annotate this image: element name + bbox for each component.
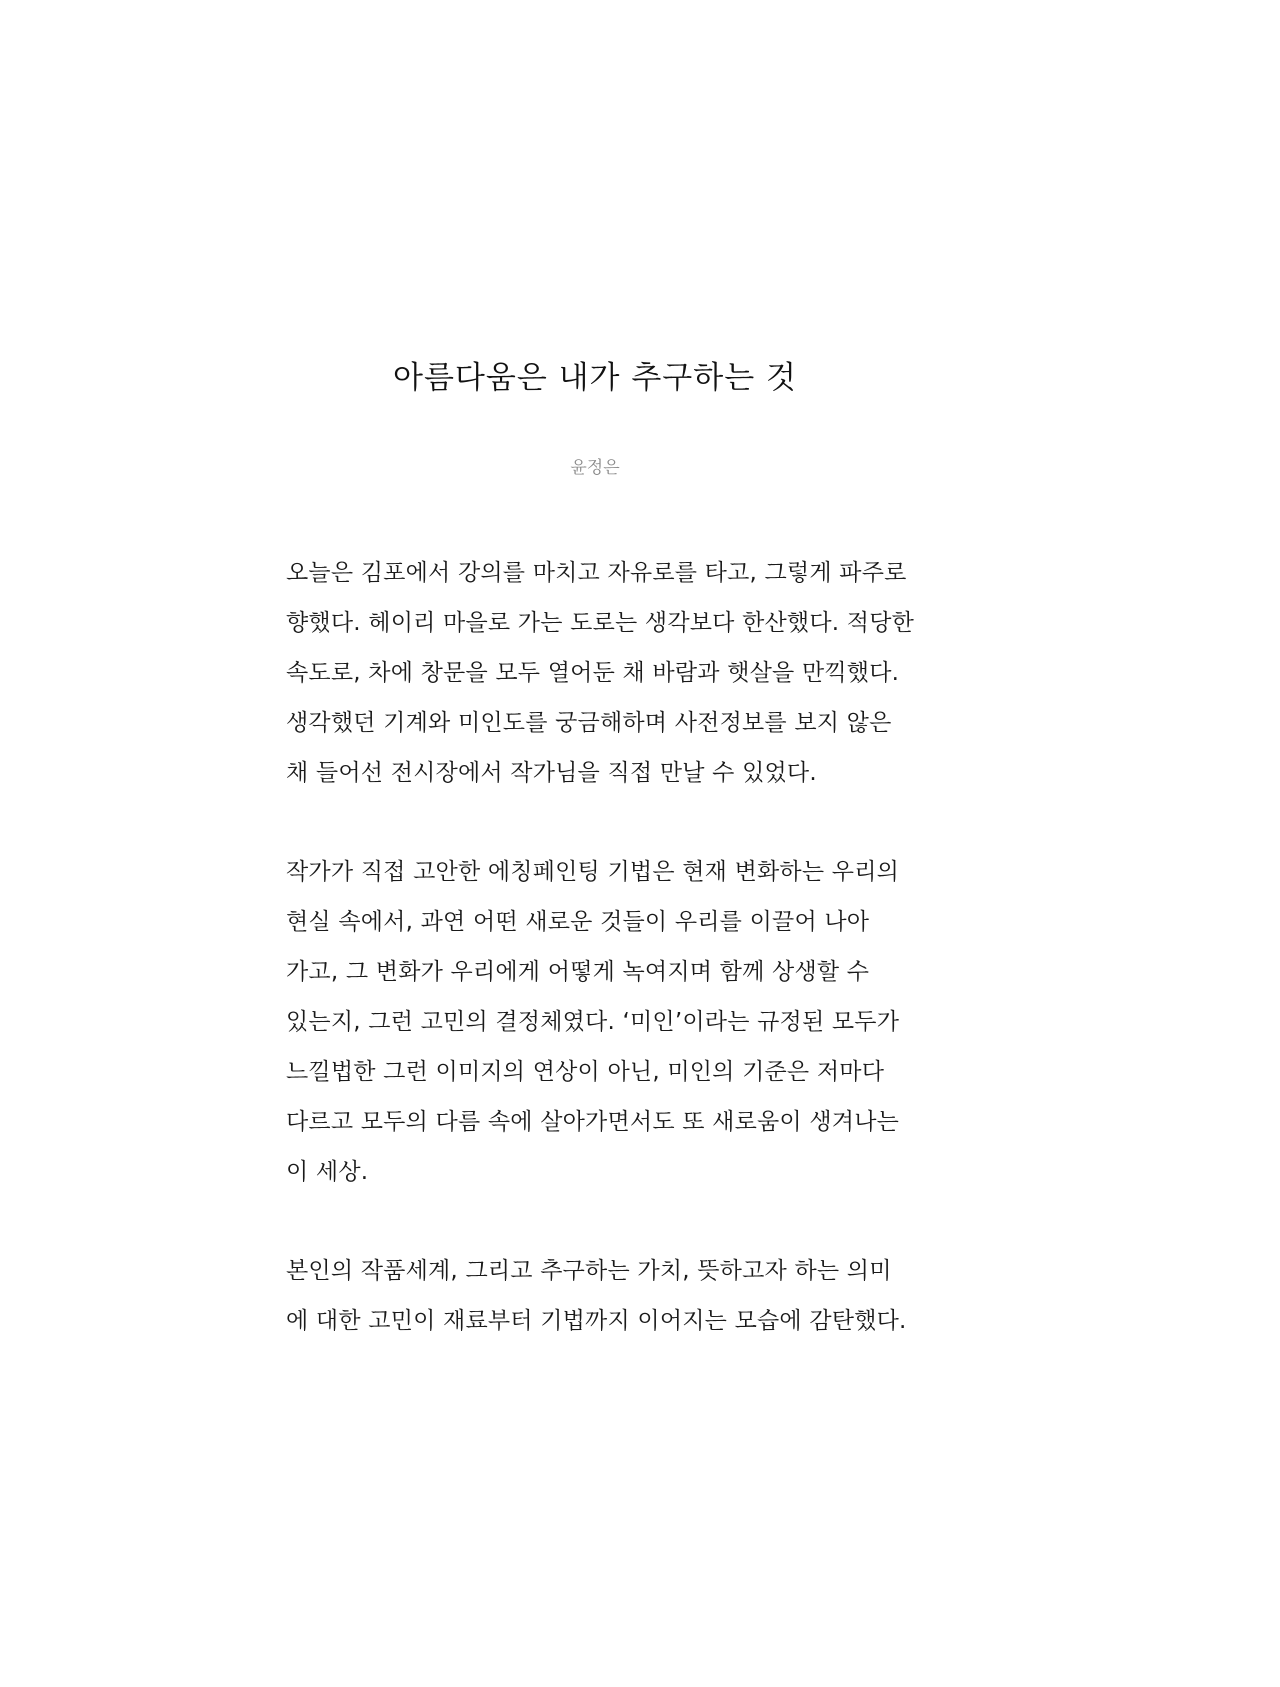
essay-body bbox=[286, 548, 915, 1395]
paragraph-3 bbox=[286, 1246, 910, 1346]
text-line: 에 대한 고민이 재료부터 기법까지 이어지는 모습에 감탄했다. bbox=[286, 1308, 907, 1334]
paragraph-1 bbox=[286, 548, 915, 798]
text-line: 현실 속에서, 과연 어떤 새로운 것들이 우리를 이끌어 나아 bbox=[286, 909, 870, 935]
text-line: 본인의 작품세계, 그리고 추구하는 가치, 뜻하고자 하는 의미 bbox=[286, 1258, 892, 1284]
text-line: 생각했던 기계와 미인도를 궁금해하며 사전정보를 보지 않은 bbox=[286, 710, 892, 736]
text-line: 속도로, 차에 창문을 모두 열어둔 채 바람과 햇살을 만끽했다. bbox=[286, 660, 900, 686]
text-line: 다르고 모두의 다름 속에 살아가면서도 또 새로움이 생겨나는 bbox=[286, 1109, 900, 1135]
text-line: 이 세상. bbox=[286, 1159, 369, 1185]
text-line: 오늘은 김포에서 강의를 마치고 자유로를 타고, 그렇게 파주로 bbox=[286, 560, 907, 586]
text-line: 향했다. 헤이리 마을로 가는 도로는 생각보다 한산했다. 적당한 bbox=[286, 610, 915, 636]
text-line: 있는지, 그런 고민의 결정체였다. ‘미인’이라는 규정된 모두가 bbox=[286, 1009, 900, 1035]
text-line: 작가가 직접 고안한 에칭페인팅 기법은 현재 변화하는 우리의 bbox=[286, 859, 900, 885]
text-line: 채 들어선 전시장에서 작가님을 직접 만날 수 있었다. bbox=[286, 760, 817, 786]
text-line: 가고, 그 변화가 우리에게 어떻게 녹여지며 함께 상생할 수 bbox=[286, 959, 870, 985]
paragraph-2 bbox=[286, 847, 910, 1197]
essay-title: 아름다움은 내가 추구하는 것 bbox=[393, 360, 797, 396]
author-name: 윤정은 bbox=[570, 458, 620, 478]
text-line: 느낄법한 그런 이미지의 연상이 아닌, 미인의 기준은 저마다 bbox=[286, 1059, 885, 1085]
